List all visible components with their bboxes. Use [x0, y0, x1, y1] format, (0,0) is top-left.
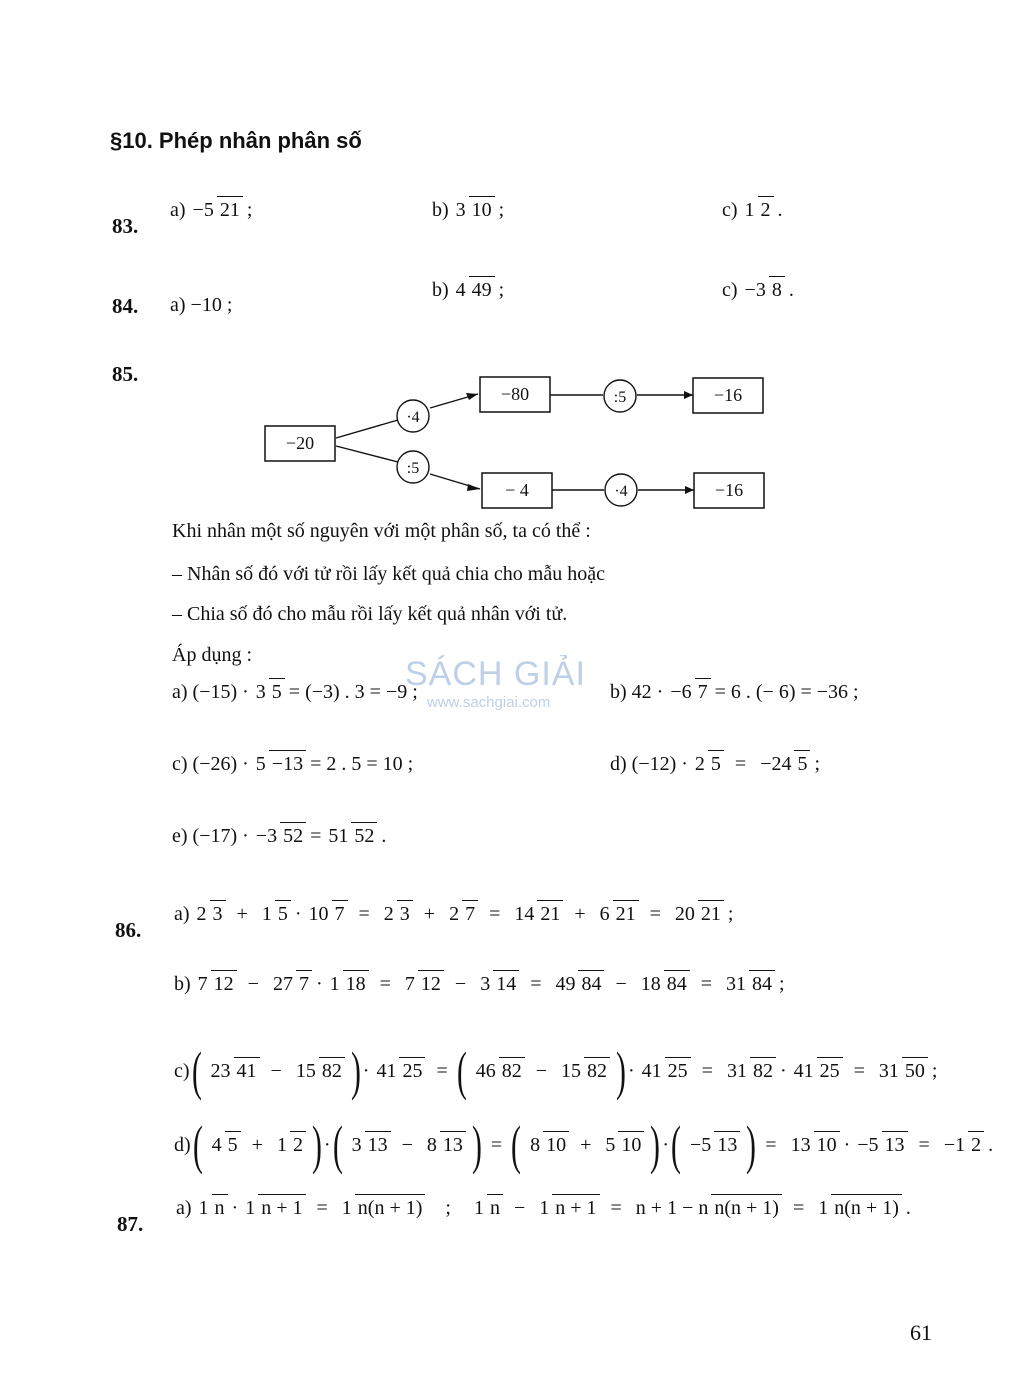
denominator: n(n + 1)	[711, 1194, 782, 1219]
numerator: 13	[790, 1134, 811, 1156]
parenthesis: (	[192, 1115, 203, 1175]
fraction	[638, 972, 690, 996]
fraction	[602, 1133, 644, 1157]
diagram-bot-end: −16	[714, 480, 744, 500]
denominator: 84	[578, 970, 604, 995]
denominator: n	[212, 1194, 228, 1219]
math-text: c)	[174, 1059, 190, 1082]
numerator: 27	[272, 973, 293, 995]
math-text: +	[251, 1133, 263, 1156]
fraction	[327, 972, 369, 996]
math-text: a)	[174, 902, 190, 925]
denominator: 25	[817, 1057, 843, 1082]
denominator: 2	[290, 1131, 306, 1156]
denominator: 5	[269, 678, 285, 703]
math-text: =	[700, 972, 713, 995]
fraction	[306, 902, 348, 926]
fraction	[381, 902, 413, 926]
fraction	[536, 1196, 599, 1220]
math-text: −	[270, 1059, 282, 1082]
math-text: ;	[931, 1059, 938, 1082]
denominator: n + 1	[552, 1194, 599, 1219]
diagram-op-top2-label: :5	[613, 389, 627, 406]
numerator: n + 1 − n	[635, 1197, 709, 1219]
denominator: 5	[708, 750, 724, 775]
math-text: =	[358, 902, 370, 925]
parenthesis: )	[350, 1041, 361, 1101]
math-text: −	[615, 972, 627, 995]
denominator: 41	[234, 1057, 260, 1082]
fraction	[259, 902, 291, 926]
math-text: b)	[432, 198, 449, 221]
denominator: 7	[462, 900, 478, 925]
math-text: −	[401, 1133, 413, 1156]
math-text: .	[777, 198, 783, 221]
numerator: −5	[857, 1134, 879, 1156]
numerator: 3	[255, 681, 266, 703]
math-text: b)	[432, 278, 449, 301]
numerator: 2	[383, 903, 394, 925]
denominator: 82	[319, 1057, 345, 1082]
ex86-a	[174, 902, 733, 926]
math-text: =	[379, 972, 391, 995]
exercise-85-number: 85.	[112, 362, 139, 386]
ex86-b	[174, 972, 785, 996]
diagram-start: −20	[285, 433, 315, 453]
numerator: 7	[404, 973, 415, 995]
denominator: 3	[397, 900, 413, 925]
numerator: 31	[878, 1060, 899, 1082]
numerator: 8	[530, 1134, 541, 1156]
fraction	[208, 1059, 260, 1083]
fraction	[558, 1059, 610, 1083]
denominator: 52	[280, 822, 306, 847]
numerator: 23	[210, 1060, 231, 1082]
math-text: +	[580, 1133, 592, 1156]
ex85-c	[172, 752, 413, 776]
numerator: 5	[255, 753, 266, 775]
math-text: ·	[315, 972, 323, 995]
numerator: 3	[480, 973, 491, 995]
denominator: 14	[493, 970, 519, 995]
math-text: =	[649, 902, 661, 925]
ex86-c	[174, 1041, 938, 1101]
math-text: +	[423, 902, 436, 925]
denominator: n(n + 1)	[355, 1194, 426, 1219]
diagram-top-end: −16	[713, 385, 743, 405]
fraction	[253, 752, 306, 776]
numerator: 2	[694, 753, 705, 775]
denominator: 21	[537, 900, 563, 925]
fraction	[687, 1133, 740, 1157]
numerator: −5	[690, 1134, 712, 1156]
math-text: ;	[445, 1196, 451, 1219]
denominator: 2	[968, 1131, 984, 1156]
numerator: 7	[197, 973, 208, 995]
exercise-83-number: 83.	[112, 214, 139, 238]
numerator: 3	[351, 1134, 362, 1156]
watermark-brand: SÁCH GIẢI	[405, 655, 586, 693]
math-text: e) (−17) ·	[172, 824, 249, 847]
fraction	[511, 902, 563, 926]
math-text: b) 42 ·	[610, 680, 664, 703]
numerator: −5	[192, 199, 214, 221]
fraction	[402, 972, 444, 996]
math-text: .	[988, 1133, 994, 1156]
numerator: 1	[341, 1197, 352, 1219]
math-text: ;	[779, 972, 785, 995]
parenthesis: )	[746, 1115, 757, 1175]
numerator: 1	[473, 1197, 484, 1219]
fraction	[477, 972, 519, 996]
math-text: ·	[362, 1059, 370, 1082]
fraction	[209, 1133, 241, 1157]
parenthesis: (	[191, 1041, 202, 1101]
fraction	[293, 1059, 345, 1083]
numerator: 10	[308, 903, 329, 925]
math-text: .	[381, 824, 387, 847]
denominator: 12	[418, 970, 444, 995]
ex85-line1: Khi nhân một số nguyên với một phân số, ta có thể :	[172, 520, 591, 542]
numerator: 41	[793, 1060, 814, 1082]
math-text: ·	[662, 1133, 670, 1156]
parenthesis: )	[616, 1041, 626, 1101]
numerator: −24	[760, 753, 792, 775]
math-text: = (−3) . 3 = −9 ;	[288, 680, 418, 703]
ex85-a	[172, 680, 418, 704]
numerator: 1	[261, 903, 272, 925]
fraction	[527, 1133, 569, 1157]
fraction	[692, 752, 724, 776]
math-text: = 6 . (− 6) = −36 ;	[714, 680, 859, 703]
fraction	[424, 1133, 466, 1157]
math-text: d)	[174, 1133, 191, 1156]
math-text: −	[513, 1196, 526, 1219]
denominator: 13	[714, 1131, 740, 1156]
numerator: 14	[514, 903, 535, 925]
diagram-op-top1-label: ·4	[406, 409, 420, 426]
numerator: 1	[276, 1134, 287, 1156]
ex85-d	[610, 752, 820, 776]
denominator: n + 1	[258, 1194, 305, 1219]
fraction	[373, 1059, 425, 1083]
denominator: n	[487, 1194, 503, 1219]
fraction	[633, 1196, 782, 1220]
fraction	[941, 1133, 984, 1157]
denominator: 10	[618, 1131, 644, 1156]
denominator: 7	[332, 900, 348, 925]
fraction	[597, 902, 639, 926]
math-text: ;	[727, 902, 734, 925]
denominator: 8	[769, 276, 785, 301]
page-number: 61	[910, 1320, 932, 1345]
denominator: n(n + 1)	[831, 1194, 902, 1219]
parenthesis: (	[511, 1115, 522, 1175]
math-text: =	[436, 1059, 448, 1082]
denominator: 13	[365, 1131, 391, 1156]
numerator: 31	[726, 1060, 747, 1082]
denominator: 10	[469, 196, 495, 221]
fraction	[815, 1196, 902, 1220]
math-text: = 2 . 5 = 10 ;	[310, 752, 414, 775]
numerator: 41	[376, 1060, 397, 1082]
ex84-a: a) −10 ;	[170, 294, 233, 316]
denominator: 5	[794, 750, 810, 775]
math-text: ;	[498, 198, 505, 221]
numerator: 2	[449, 903, 460, 925]
denominator: 5	[275, 900, 291, 925]
diagram-top-mid: −80	[500, 384, 530, 404]
math-text: d) (−12) ·	[610, 752, 688, 775]
math-text: a) (−15) ·	[172, 680, 249, 703]
math-text: ·	[294, 902, 302, 925]
numerator: 15	[295, 1060, 316, 1082]
fraction	[196, 1196, 228, 1220]
math-text: =	[853, 1059, 865, 1082]
math-text: a)	[176, 1196, 192, 1219]
numerator: 8	[426, 1134, 437, 1156]
math-text: c)	[722, 278, 738, 301]
math-text: ;	[498, 278, 505, 301]
math-text: −	[247, 972, 259, 995]
math-text: =	[765, 1133, 777, 1156]
numerator: 51	[328, 825, 349, 847]
section-title: §10. Phép nhân phân số	[110, 128, 362, 153]
fraction	[349, 1133, 391, 1157]
denominator: −13	[269, 750, 306, 775]
denominator: 25	[665, 1057, 691, 1082]
fraction	[242, 1196, 305, 1220]
numerator: 5	[605, 1134, 616, 1156]
numerator: 1	[818, 1197, 829, 1219]
denominator: 21	[613, 900, 639, 925]
math-text: =	[792, 1196, 805, 1219]
watermark-url: www.sachgiai.com	[427, 694, 551, 711]
denominator: 21	[217, 196, 243, 221]
fraction	[723, 972, 775, 996]
math-text: ·	[323, 1133, 331, 1156]
denominator: 2	[758, 196, 774, 221]
fraction	[195, 972, 237, 996]
exercise-86-number: 86.	[115, 918, 142, 942]
ex85-b	[610, 680, 859, 704]
math-text: c) (−26) ·	[172, 752, 249, 775]
numerator: 4	[455, 279, 466, 301]
fraction	[854, 1133, 907, 1157]
fraction	[253, 680, 285, 704]
denominator: 10	[814, 1131, 840, 1156]
math-text: =	[918, 1133, 930, 1156]
fraction	[274, 1133, 306, 1157]
exercise-84-number: 84.	[112, 294, 139, 318]
exercise-87-number: 87.	[117, 1212, 144, 1236]
numerator: 49	[555, 973, 576, 995]
math-text: ·	[628, 1059, 635, 1082]
numerator: −6	[670, 681, 692, 703]
denominator: 7	[695, 678, 711, 703]
ex87-a	[176, 1196, 911, 1220]
numerator: 2	[196, 903, 207, 925]
fraction	[325, 824, 377, 848]
math-text: −	[454, 972, 467, 995]
fraction	[791, 1059, 843, 1083]
denominator: 5	[225, 1131, 241, 1156]
numerator: 15	[561, 1060, 582, 1082]
fraction	[446, 902, 478, 926]
fraction	[639, 1059, 691, 1083]
fraction	[194, 902, 226, 926]
denominator: 10	[543, 1131, 569, 1156]
diagram-op-bot1-label: :5	[406, 460, 420, 477]
numerator: 31	[726, 973, 747, 995]
math-text: ;	[246, 198, 253, 221]
parenthesis: )	[471, 1115, 482, 1175]
numerator: 1	[539, 1197, 550, 1219]
numerator: 6	[599, 903, 610, 925]
numerator: −3	[744, 279, 766, 301]
denominator: 82	[750, 1057, 776, 1082]
math-text: .	[905, 1196, 911, 1219]
fraction	[667, 680, 710, 704]
numerator: 20	[674, 903, 695, 925]
denominator: 50	[902, 1057, 928, 1082]
denominator: 3	[210, 900, 226, 925]
parenthesis: (	[671, 1115, 681, 1175]
math-text: b)	[174, 972, 191, 995]
denominator: 49	[469, 276, 495, 301]
ex85-line3: – Chia số đó cho mẫu rồi lấy kết quả nhân với tử.	[172, 603, 568, 625]
math-text: .	[788, 278, 794, 301]
ex85-line2: – Nhân số đó với tử rồi lấy kết quả chia cho mẫu hoặc	[172, 563, 605, 585]
numerator: 1	[198, 1197, 209, 1219]
fraction	[724, 1059, 776, 1083]
watermark	[405, 655, 586, 711]
math-text: ·	[779, 1059, 787, 1082]
fraction	[473, 1059, 525, 1083]
denominator: 12	[211, 970, 237, 995]
math-text: −	[535, 1059, 548, 1082]
denominator: 7	[296, 970, 312, 995]
math-text: =	[610, 1196, 622, 1219]
denominator: 82	[584, 1057, 610, 1082]
denominator: 52	[351, 822, 377, 847]
math-text: =	[316, 1196, 328, 1219]
denominator: 82	[499, 1057, 525, 1082]
label: a)	[170, 198, 186, 221]
numerator: −3	[255, 825, 278, 847]
fraction	[552, 972, 604, 996]
numerator: 46	[475, 1060, 496, 1082]
math-text: ·	[231, 1196, 239, 1219]
numerator: −1	[943, 1134, 966, 1156]
math-text: =	[489, 902, 501, 925]
numerator: 3	[455, 199, 466, 221]
ex86-d	[174, 1115, 994, 1175]
numerator: 4	[211, 1134, 222, 1156]
fraction	[253, 824, 306, 848]
fraction	[876, 1059, 928, 1083]
fraction	[270, 972, 312, 996]
diagram-op-bot2-label: ·4	[614, 483, 628, 500]
fraction	[788, 1133, 840, 1157]
numerator: 18	[640, 973, 661, 995]
math-text: c)	[722, 198, 738, 221]
math-text: =	[490, 1133, 503, 1156]
math-text: =	[310, 824, 322, 847]
numerator: 1	[329, 973, 340, 995]
diagram-bot-mid: − 4	[505, 480, 529, 500]
fraction	[672, 902, 724, 926]
math-text: +	[236, 902, 248, 925]
denominator: 18	[343, 970, 369, 995]
numerator: 1	[744, 199, 755, 221]
operation-diagram	[0, 0, 1024, 520]
ex85-e	[172, 824, 386, 848]
math-text: ·	[843, 1133, 851, 1156]
parenthesis: (	[332, 1115, 343, 1175]
parenthesis: )	[311, 1115, 322, 1175]
denominator: 25	[399, 1057, 425, 1082]
math-text: =	[734, 752, 747, 775]
fraction	[471, 1196, 503, 1220]
math-text: +	[574, 902, 586, 925]
math-text: =	[701, 1059, 713, 1082]
numerator: 1	[245, 1197, 256, 1219]
denominator: 13	[882, 1131, 908, 1156]
ex85-apply: Áp dụng :	[172, 644, 252, 666]
numerator: 41	[641, 1060, 662, 1082]
parenthesis: (	[456, 1041, 467, 1101]
denominator: 84	[749, 970, 775, 995]
fraction	[757, 752, 810, 776]
parenthesis: )	[650, 1115, 661, 1175]
math-text: =	[530, 972, 542, 995]
denominator: 84	[664, 970, 690, 995]
denominator: 21	[698, 900, 724, 925]
fraction	[339, 1196, 426, 1220]
math-text: ;	[814, 752, 821, 775]
denominator: 13	[440, 1131, 466, 1156]
